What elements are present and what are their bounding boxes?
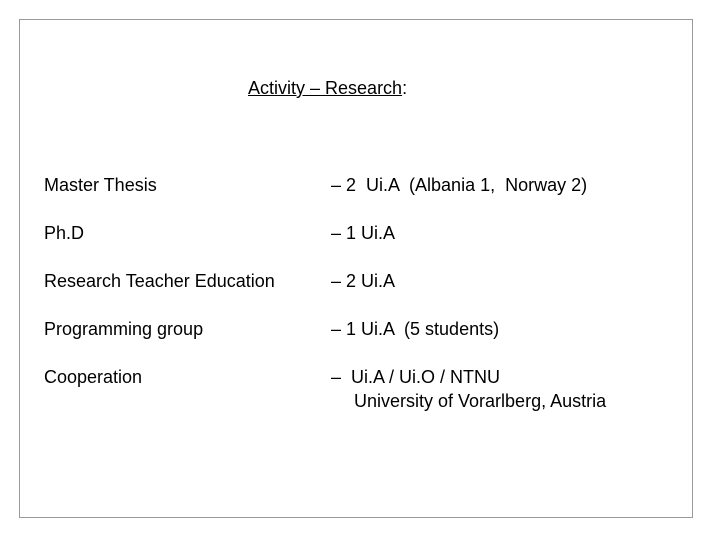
title-research: Research <box>325 78 403 98</box>
row-value-cooperation: – Ui.A / Ui.O / NTNU <box>331 367 501 387</box>
row-label-programming-group: Programming group <box>44 319 204 339</box>
row-label-cooperation: Cooperation <box>44 367 143 387</box>
title-colon: : <box>402 78 408 98</box>
title-activity: Activity <box>248 78 306 98</box>
row-label-phd: Ph.D <box>44 223 85 243</box>
row-value-programming-group: – 1 Ui.A (5 students) <box>331 319 500 339</box>
row-value-master-thesis: – 2 Ui.A (Albania 1, Norway 2) <box>331 175 588 195</box>
row-value-cooperation-line2: University of Vorarlberg, Austria <box>354 391 607 411</box>
row-label-research-teacher-education: Research Teacher Education <box>44 271 275 291</box>
row-value-research-teacher-education: – 2 Ui.A <box>331 271 396 291</box>
title-dash: – <box>305 78 326 98</box>
row-label-master-thesis: Master Thesis <box>44 175 157 195</box>
slide-title <box>248 77 407 99</box>
row-value-phd: – 1 Ui.A <box>331 223 396 243</box>
